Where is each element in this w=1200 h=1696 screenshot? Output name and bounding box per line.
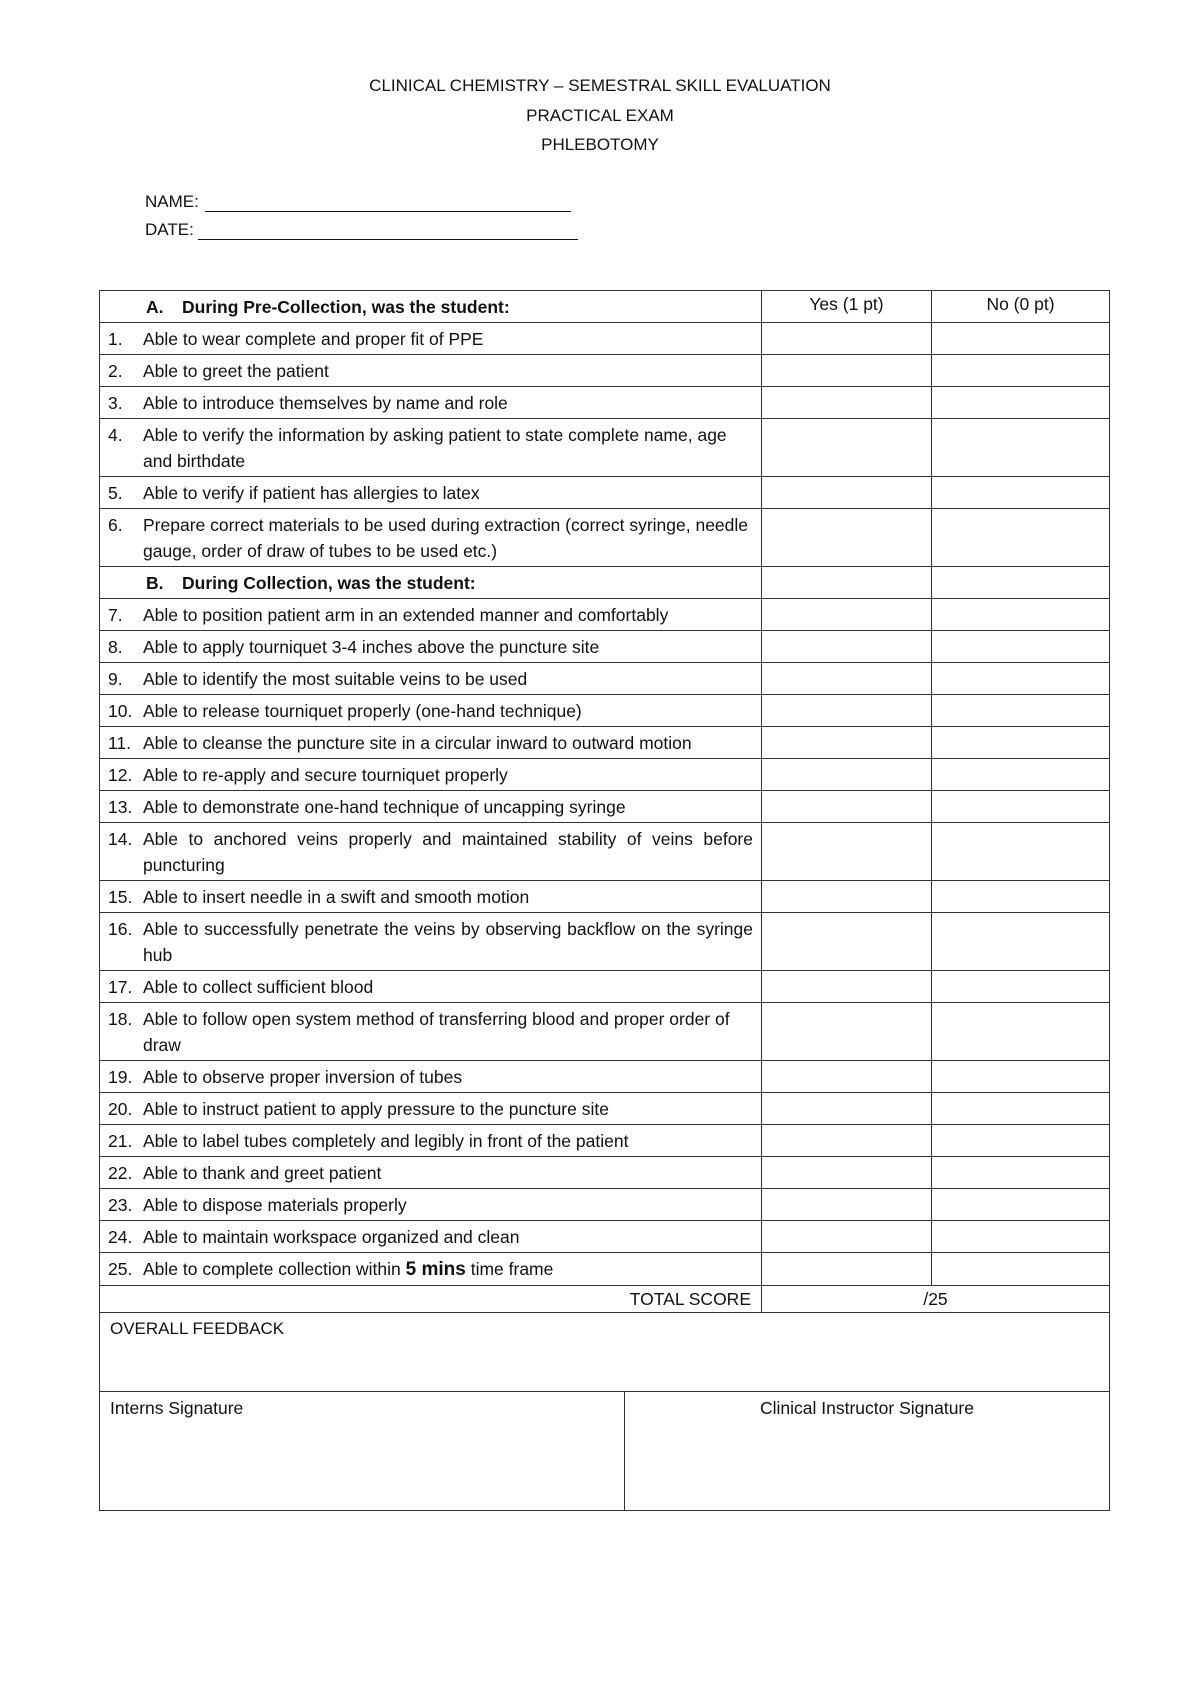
yes-checkbox-cell[interactable] xyxy=(762,1253,932,1286)
yes-checkbox-cell[interactable] xyxy=(762,791,932,823)
table-row xyxy=(100,1221,1110,1253)
criterion-text-post: time frame xyxy=(465,1259,554,1279)
section-b-label: During Collection, was the student: xyxy=(182,573,476,593)
yes-checkbox-cell[interactable] xyxy=(762,1189,932,1221)
no-checkbox-cell[interactable] xyxy=(932,727,1110,759)
table-row xyxy=(100,355,1110,387)
criterion-number: 5. xyxy=(108,483,123,503)
yes-checkbox-cell[interactable] xyxy=(762,323,932,355)
criterion-text: Able to verify the information by asking patient to state complete name, age and birthdate xyxy=(143,425,727,471)
no-checkbox-cell[interactable] xyxy=(932,759,1110,791)
table-row xyxy=(100,387,1110,419)
table-row xyxy=(100,1125,1110,1157)
no-checkbox-cell[interactable] xyxy=(932,791,1110,823)
criterion-number: 22. xyxy=(108,1163,133,1183)
criterion-text: Able to cleanse the puncture site in a circular inward to outward motion xyxy=(143,733,692,753)
doc-subtitle: PRACTICAL EXAM xyxy=(526,106,674,125)
name-field xyxy=(145,192,571,212)
name-label: NAME: xyxy=(145,192,199,211)
yes-checkbox-cell[interactable] xyxy=(762,355,932,387)
criterion-cell xyxy=(100,1253,762,1286)
criterion-number: 6. xyxy=(108,515,123,535)
ci-signature-box[interactable] xyxy=(625,1391,1110,1510)
criterion-text: Able to insert needle in a swift and smooth motion xyxy=(143,887,530,907)
yes-checkbox-cell[interactable] xyxy=(762,599,932,631)
no-checkbox-cell xyxy=(932,567,1110,599)
no-checkbox-cell[interactable] xyxy=(932,1093,1110,1125)
criterion-number: 2. xyxy=(108,361,123,381)
criterion-number: 13. xyxy=(108,797,133,817)
no-checkbox-cell[interactable] xyxy=(932,1253,1110,1286)
criterion-text-pre: Able to complete collection within xyxy=(143,1259,406,1279)
yes-checkbox-cell[interactable] xyxy=(762,1093,932,1125)
table-row xyxy=(100,1061,1110,1093)
criterion-text: Able to label tubes completely and legibly in front of the patient xyxy=(143,1131,629,1151)
yes-checkbox-cell[interactable] xyxy=(762,387,932,419)
criterion-text: Able to maintain workspace organized and clean xyxy=(143,1227,520,1247)
criterion-cell xyxy=(100,913,762,971)
criterion-number: 25. xyxy=(108,1259,133,1279)
col-no-header: No (0 pt) xyxy=(932,291,1110,323)
date-blank-line[interactable] xyxy=(198,221,578,240)
criterion-text: Able to instruct patient to apply pressure to the puncture site xyxy=(143,1099,609,1119)
criterion-number: 1. xyxy=(108,329,123,349)
criterion-text: Able to greet the patient xyxy=(143,361,329,381)
table-row xyxy=(100,1093,1110,1125)
yes-checkbox-cell[interactable] xyxy=(762,913,932,971)
yes-checkbox-cell[interactable] xyxy=(762,1061,932,1093)
criterion-cell xyxy=(100,971,762,1003)
table-row xyxy=(100,1157,1110,1189)
no-checkbox-cell[interactable] xyxy=(932,1125,1110,1157)
criterion-cell xyxy=(100,727,762,759)
date-label: DATE: xyxy=(145,220,194,239)
yes-checkbox-cell[interactable] xyxy=(762,727,932,759)
total-score-value[interactable]: /25 xyxy=(762,1286,1110,1313)
overall-feedback-label: OVERALL FEEDBACK xyxy=(110,1319,285,1338)
date-field xyxy=(145,220,578,240)
yes-checkbox-cell[interactable] xyxy=(762,971,932,1003)
ci-signature-label: Clinical Instructor Signature xyxy=(760,1397,974,1418)
criterion-cell xyxy=(100,1157,762,1189)
no-checkbox-cell[interactable] xyxy=(932,387,1110,419)
criterion-text: Able to observe proper inversion of tubes xyxy=(143,1067,463,1087)
criterion-cell xyxy=(100,1221,762,1253)
criterion-text: Able to anchored veins properly and maintained stability of veins before puncturing xyxy=(143,829,753,875)
no-checkbox-cell[interactable] xyxy=(932,823,1110,881)
yes-checkbox-cell[interactable] xyxy=(762,1003,932,1061)
no-checkbox-cell[interactable] xyxy=(932,663,1110,695)
name-blank-line[interactable] xyxy=(205,193,571,212)
time-limit-emphasis: 5 mins xyxy=(405,1259,466,1280)
criterion-cell xyxy=(100,387,762,419)
table-row xyxy=(100,477,1110,509)
table-row xyxy=(100,631,1110,663)
table-row xyxy=(100,1189,1110,1221)
criterion-cell xyxy=(100,477,762,509)
criterion-number: 24. xyxy=(108,1227,133,1247)
criterion-text: Able to release tourniquet properly (one-hand technique) xyxy=(143,701,582,721)
yes-checkbox-cell[interactable] xyxy=(762,1157,932,1189)
no-checkbox-cell[interactable] xyxy=(932,881,1110,913)
criterion-cell xyxy=(100,791,762,823)
criterion-text: Able to apply tourniquet 3-4 inches above the puncture site xyxy=(143,637,600,657)
total-score-label: TOTAL SCORE xyxy=(100,1286,762,1313)
table-row xyxy=(100,913,1110,971)
doc-topic: PHLEBOTOMY xyxy=(541,135,659,154)
criterion-cell xyxy=(100,1125,762,1157)
criterion-cell xyxy=(100,881,762,913)
overall-feedback-box[interactable] xyxy=(100,1313,1110,1392)
no-checkbox-cell[interactable] xyxy=(932,355,1110,387)
no-checkbox-cell[interactable] xyxy=(932,419,1110,477)
section-a-label: During Pre-Collection, was the student: xyxy=(182,297,510,317)
interns-signature-label: Interns Signature xyxy=(110,1397,244,1418)
criterion-number: 23. xyxy=(108,1195,133,1215)
table-row xyxy=(100,759,1110,791)
criterion-cell xyxy=(100,599,762,631)
no-checkbox-cell[interactable] xyxy=(932,631,1110,663)
yes-checkbox-cell[interactable] xyxy=(762,695,932,727)
criterion-cell xyxy=(100,323,762,355)
criterion-number: 17. xyxy=(108,977,133,997)
table-row xyxy=(100,509,1110,567)
section-b-heading xyxy=(100,567,762,599)
no-checkbox-cell[interactable] xyxy=(932,477,1110,509)
table-row xyxy=(100,1253,1110,1286)
no-checkbox-cell[interactable] xyxy=(932,1061,1110,1093)
criterion-number: 21. xyxy=(108,1131,133,1151)
section-b-header-row xyxy=(100,567,1110,599)
no-checkbox-cell[interactable] xyxy=(932,1003,1110,1061)
table-row xyxy=(100,323,1110,355)
criterion-number: 14. xyxy=(108,829,133,849)
criterion-cell xyxy=(100,1061,762,1093)
table-row xyxy=(100,599,1110,631)
criterion-text: Able to introduce themselves by name and role xyxy=(143,393,508,413)
criterion-number: 10. xyxy=(108,701,133,721)
no-checkbox-cell[interactable] xyxy=(932,971,1110,1003)
no-checkbox-cell[interactable] xyxy=(932,323,1110,355)
table-row xyxy=(100,971,1110,1003)
no-checkbox-cell[interactable] xyxy=(932,599,1110,631)
criterion-text: Able to follow open system method of transferring blood and proper order of draw xyxy=(143,1009,730,1055)
yes-checkbox-cell[interactable] xyxy=(762,509,932,567)
criterion-cell xyxy=(100,355,762,387)
section-a-heading xyxy=(100,291,762,323)
no-checkbox-cell[interactable] xyxy=(932,1157,1110,1189)
evaluation-table xyxy=(99,290,1110,1392)
yes-checkbox-cell[interactable] xyxy=(762,477,932,509)
table-row xyxy=(100,791,1110,823)
criterion-number: 7. xyxy=(108,605,123,625)
criterion-text: Able to re-apply and secure tourniquet properly xyxy=(143,765,508,785)
no-checkbox-cell[interactable] xyxy=(932,1221,1110,1253)
criterion-number: 20. xyxy=(108,1099,133,1119)
yes-checkbox-cell[interactable] xyxy=(762,881,932,913)
yes-checkbox-cell[interactable] xyxy=(762,631,932,663)
interns-signature-box[interactable] xyxy=(100,1391,625,1510)
total-score-row xyxy=(100,1286,1110,1313)
table-row xyxy=(100,727,1110,759)
criterion-cell xyxy=(100,1003,762,1061)
criterion-cell xyxy=(100,1093,762,1125)
signature-row xyxy=(100,1391,1110,1510)
section-a-header-row xyxy=(100,291,1110,323)
signature-table xyxy=(99,1391,1110,1511)
yes-checkbox-cell[interactable] xyxy=(762,823,932,881)
criterion-text: Able to thank and greet patient xyxy=(143,1163,382,1183)
yes-checkbox-cell[interactable] xyxy=(762,759,932,791)
table-row xyxy=(100,663,1110,695)
criterion-cell xyxy=(100,1189,762,1221)
criterion-text: Able to identify the most suitable veins to be used xyxy=(143,669,528,689)
criterion-number: 4. xyxy=(108,425,123,445)
criterion-cell xyxy=(100,759,762,791)
table-row xyxy=(100,419,1110,477)
section-a-letter: A. xyxy=(146,297,164,317)
criterion-number: 16. xyxy=(108,919,133,939)
criterion-number: 9. xyxy=(108,669,123,689)
criterion-number: 8. xyxy=(108,637,123,657)
criterion-number: 15. xyxy=(108,887,133,907)
no-checkbox-cell[interactable] xyxy=(932,695,1110,727)
no-checkbox-cell[interactable] xyxy=(932,509,1110,567)
criterion-cell xyxy=(100,695,762,727)
col-yes-header: Yes (1 pt) xyxy=(762,291,932,323)
criterion-number: 11. xyxy=(108,733,132,753)
no-checkbox-cell[interactable] xyxy=(932,913,1110,971)
yes-checkbox-cell[interactable] xyxy=(762,1125,932,1157)
criterion-text: Able to dispose materials properly xyxy=(143,1195,407,1215)
criterion-cell xyxy=(100,509,762,567)
criterion-cell xyxy=(100,631,762,663)
table-row xyxy=(100,695,1110,727)
criterion-text: Able to verify if patient has allergies to latex xyxy=(143,483,480,503)
yes-checkbox-cell xyxy=(762,567,932,599)
criterion-number: 18. xyxy=(108,1009,133,1029)
feedback-row xyxy=(100,1313,1110,1392)
criterion-text: Able to position patient arm in an extended manner and comfortably xyxy=(143,605,669,625)
table-row xyxy=(100,1003,1110,1061)
criterion-number: 12. xyxy=(108,765,133,785)
no-checkbox-cell[interactable] xyxy=(932,1189,1110,1221)
yes-checkbox-cell[interactable] xyxy=(762,663,932,695)
criterion-text xyxy=(143,1256,753,1283)
criterion-number: 3. xyxy=(108,393,123,413)
criterion-text: Able to collect sufficient blood xyxy=(143,977,374,997)
doc-title: CLINICAL CHEMISTRY – SEMESTRAL SKILL EVALUATION xyxy=(369,76,831,95)
criterion-text: Able to successfully penetrate the veins by observing backflow on the syringe hub xyxy=(143,919,753,965)
criterion-cell xyxy=(100,823,762,881)
criterion-cell xyxy=(100,419,762,477)
table-row xyxy=(100,881,1110,913)
criterion-text: Prepare correct materials to be used during extraction (correct syringe, needle gauge, order of draw of tubes to be used etc.) xyxy=(143,515,749,561)
criterion-text: Able to demonstrate one-hand technique of uncapping syringe xyxy=(143,797,626,817)
criterion-cell xyxy=(100,663,762,695)
criterion-number: 19. xyxy=(108,1067,133,1087)
section-b-letter: B. xyxy=(146,573,164,593)
criterion-text: Able to wear complete and proper fit of PPE xyxy=(143,329,484,349)
table-row xyxy=(100,823,1110,881)
yes-checkbox-cell[interactable] xyxy=(762,1221,932,1253)
yes-checkbox-cell[interactable] xyxy=(762,419,932,477)
